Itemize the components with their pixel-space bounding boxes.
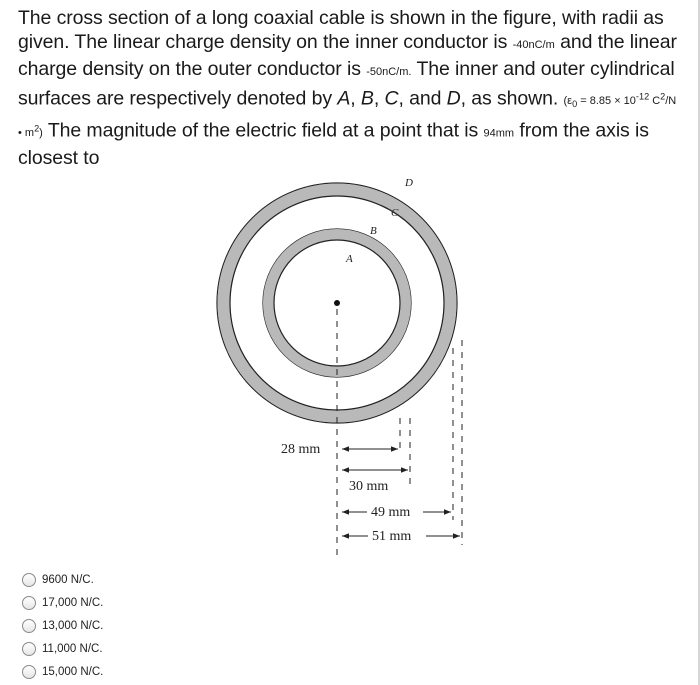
question-part-6: from the axis is closest to	[18, 119, 649, 169]
and-word: and	[409, 87, 442, 110]
label-b: B	[370, 225, 377, 237]
answer-options	[22, 568, 103, 683]
epsilon-units-c-exponent: 2	[660, 91, 666, 102]
surface-d-text: D	[446, 87, 461, 110]
epsilon-subscript: 0	[572, 99, 578, 110]
label-d: D	[405, 177, 413, 189]
axis-point	[334, 300, 340, 306]
surface-c-text: C	[384, 87, 399, 110]
radio-button-icon[interactable]	[22, 596, 36, 610]
question-part-3: The inner and outer cylindrical surfaces are respectively denoted by	[18, 58, 675, 110]
epsilon-close: )	[39, 127, 43, 140]
question-part-4: , as shown.	[460, 87, 559, 110]
answer-option[interactable]	[22, 637, 103, 660]
radio-button-icon[interactable]	[22, 642, 36, 656]
answer-option-label: 11,000 N/C.	[42, 642, 103, 655]
label-c: C	[391, 207, 399, 219]
answer-option-label: 15,000 N/C.	[42, 665, 104, 678]
outer-charge-density: -50nC/m.	[366, 66, 412, 79]
surface-a-text: A	[337, 87, 351, 110]
answer-option-label: 9600 N/C.	[42, 573, 94, 586]
radio-button-icon[interactable]	[22, 619, 36, 633]
answer-option-label: 13,000 N/C.	[42, 619, 104, 632]
epsilon-units-m-exponent: 2	[34, 123, 40, 134]
question-part-5: The magnitude of the electric field at a point that is	[47, 119, 479, 142]
answer-option[interactable]	[22, 591, 103, 614]
epsilon-value: = 8.85 × 10	[580, 95, 636, 108]
question-part-1: The cross section of a long coaxial cable is shown in the figure, with radii as given. The linear charge density on the inner conductor is	[18, 7, 664, 54]
epsilon-exponent: -12	[635, 91, 650, 102]
dim-label-51mm: 51 mm	[372, 529, 412, 544]
answer-option[interactable]	[22, 614, 103, 637]
radio-button-icon[interactable]	[22, 573, 36, 587]
answer-option-label: 17,000 N/C.	[42, 596, 104, 609]
answer-option[interactable]	[22, 660, 103, 683]
dim-label-28mm: 28 mm	[281, 442, 321, 457]
inner-charge-density: -40nC/m	[512, 39, 555, 52]
dim-label-49mm: 49 mm	[371, 505, 411, 520]
answer-option[interactable]	[22, 568, 103, 591]
question-part-2: and the linear charge density on the outer conductor is	[18, 31, 677, 81]
label-a: A	[346, 253, 353, 265]
surface-b-text: B	[360, 87, 374, 110]
epsilon-symbol: (ε	[563, 95, 573, 108]
field-point-distance: 94mm	[483, 127, 515, 140]
dim-label-30mm: 30 mm	[349, 479, 389, 494]
question-text: The cross section of a long coaxial cable is shown in the figure, with radii as given. The linear charge density on the inner conductor is -40nC/m and the linear charge density on the outer conductor is -50nC/m. The inner and outer cylindrical surfaces are respectively denoted by A, B, C, and D, as shown. ($\varepsilon_0 = 8.85 \times 10^{-12}$ $C^2/N$ • $m^2$) The magnitude of the electric field at a point that is 94mm from the axis is closest to	[18, 7, 677, 169]
radio-button-icon[interactable]	[22, 665, 36, 679]
epsilon-units-c: C	[649, 95, 661, 108]
epsilon-units-nm: /N • m	[18, 95, 677, 140]
